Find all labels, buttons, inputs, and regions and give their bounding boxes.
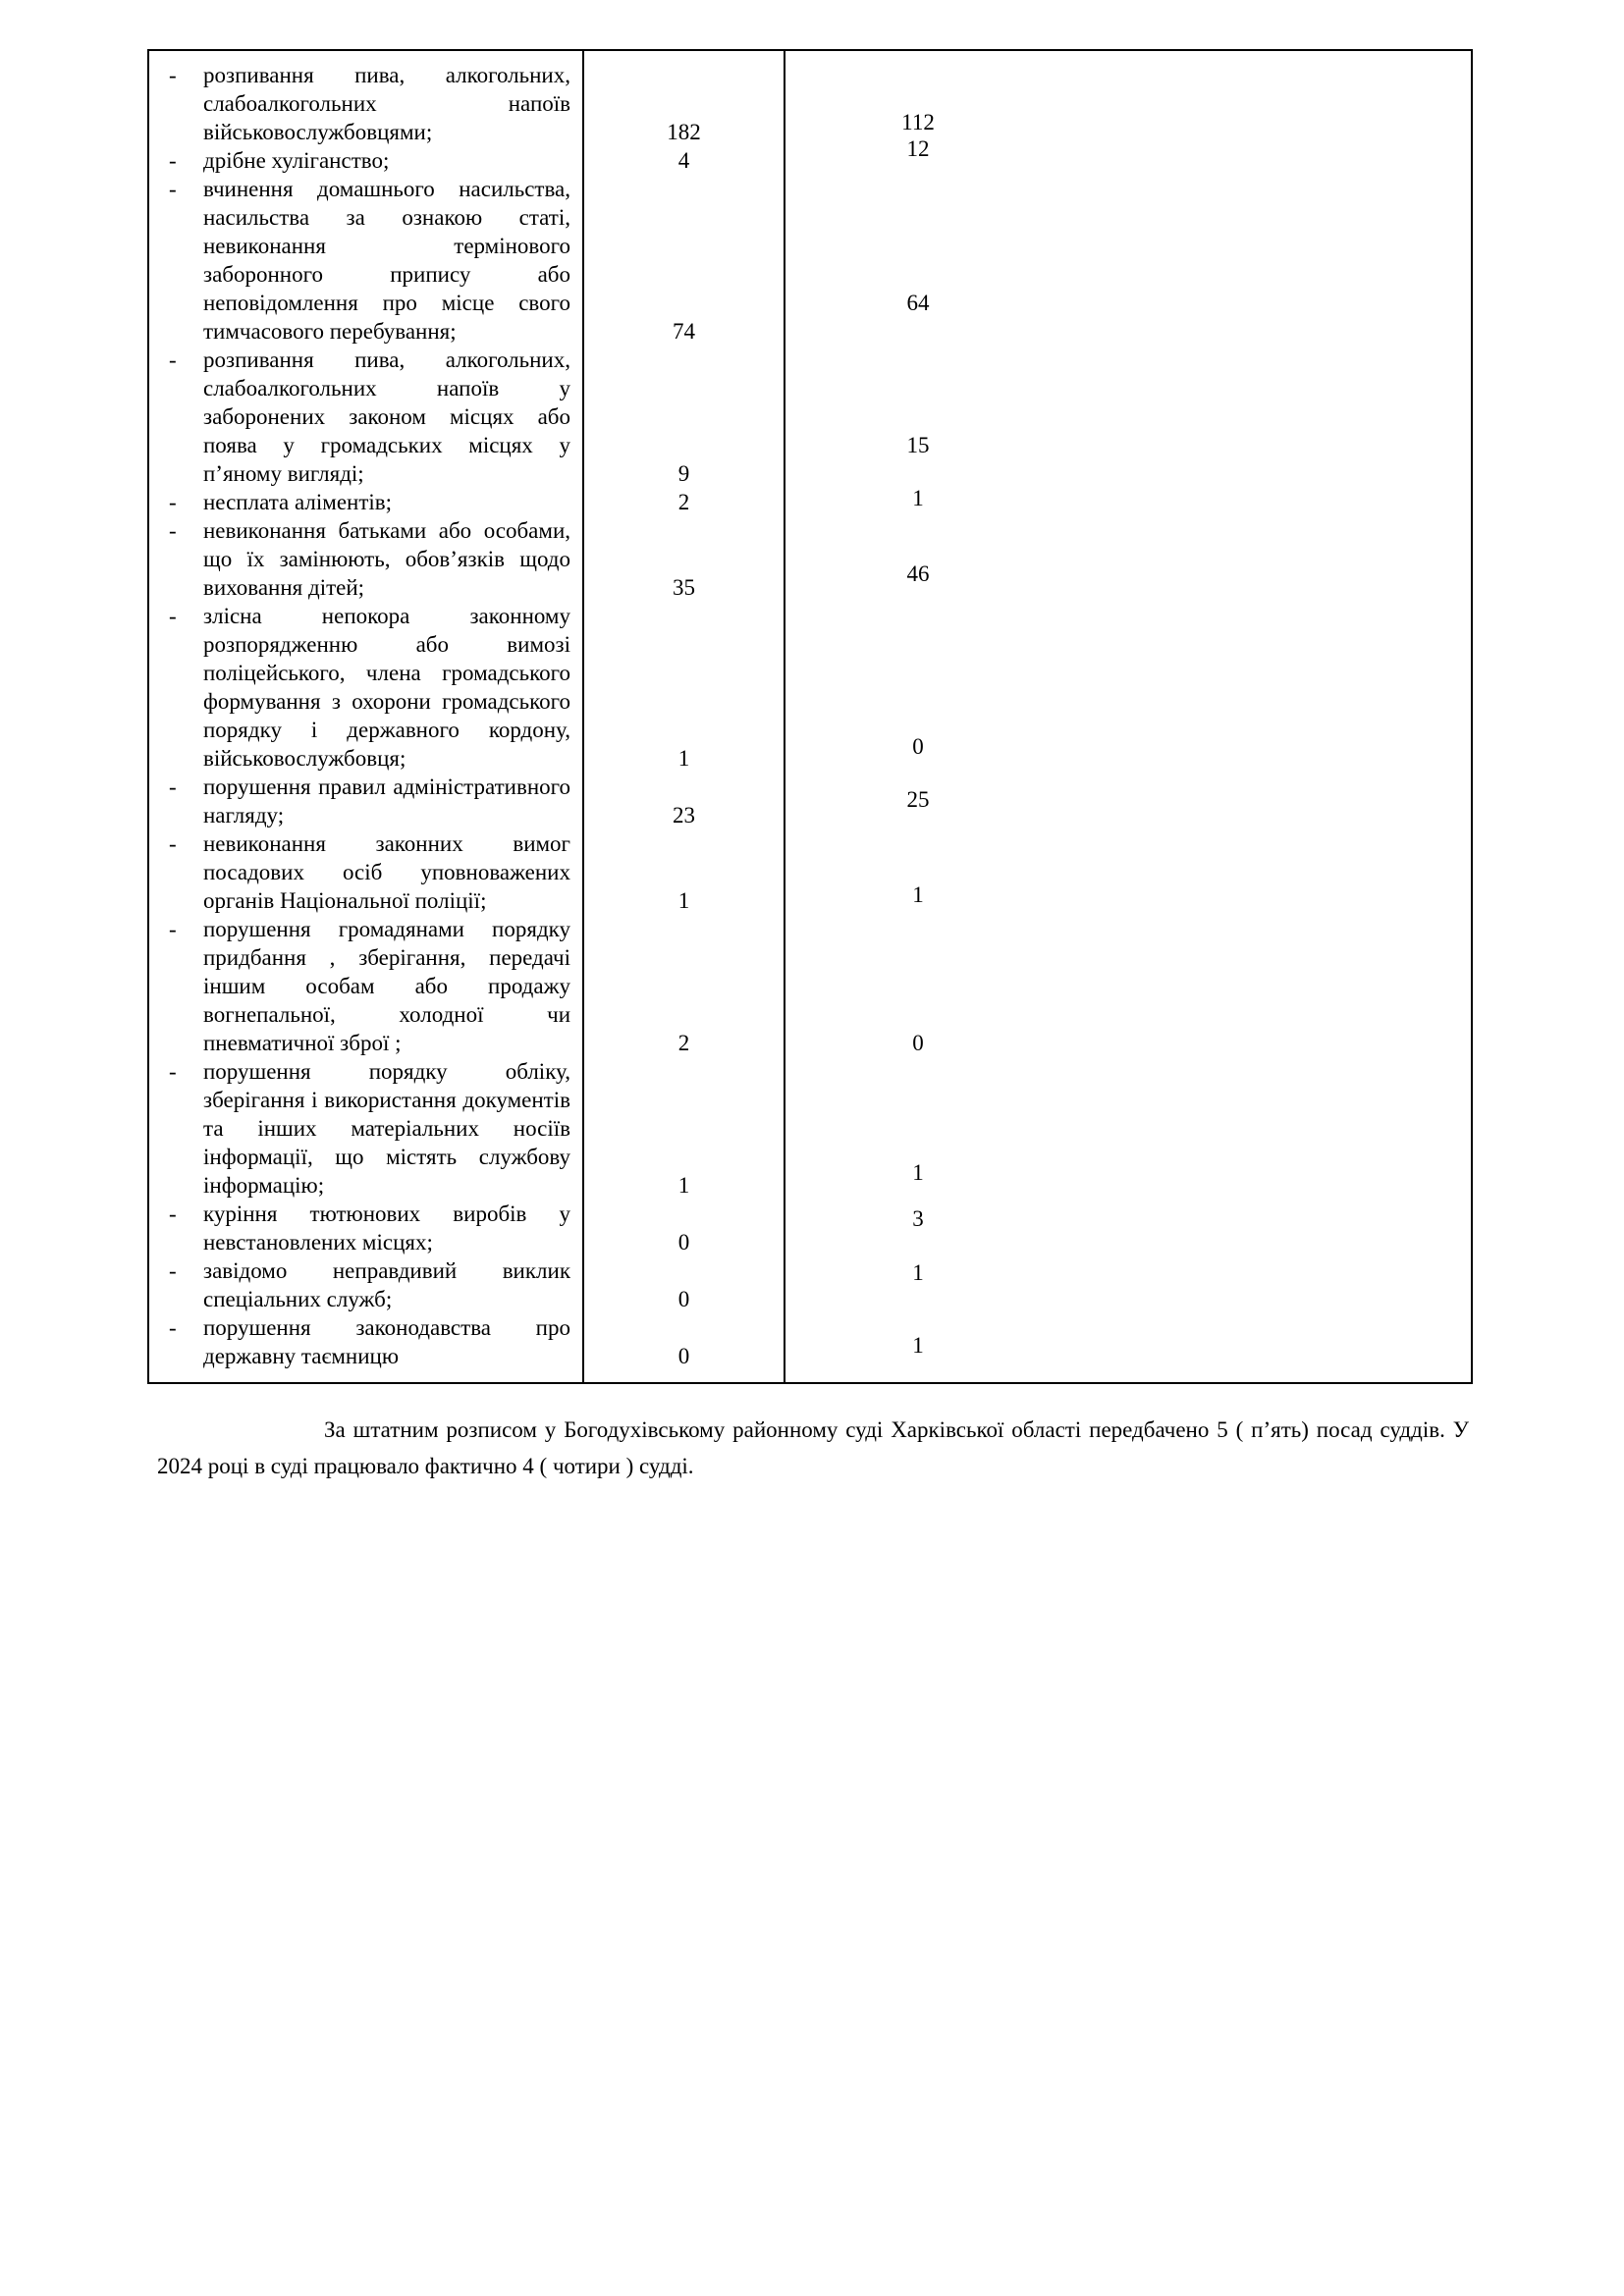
dash-bullet: - <box>169 774 177 799</box>
dash-bullet: - <box>169 604 177 628</box>
count-col2: 3 <box>912 1206 924 1231</box>
count-col1: 9 <box>677 461 690 486</box>
count-col2-cell <box>785 175 1471 346</box>
table-row <box>149 346 1471 488</box>
count-col1: 1 <box>677 746 690 771</box>
count-col1: 0 <box>677 1230 690 1255</box>
offense-text: порушення громадянами порядку придбання , зберігання, передачі іншим особам або продажу вогнепальної, холодної чи пневматичної зброї ; <box>203 917 570 1055</box>
offense-text-cell <box>149 829 584 915</box>
dash-bullet: - <box>169 490 177 514</box>
count-col2-cell <box>785 773 1471 829</box>
count-col1: 2 <box>677 490 690 514</box>
offense-text-cell <box>149 602 584 773</box>
closing-paragraph: За штатним розписом у Богодухівському районному суді Харківської області передбачено 5 ( п’ять) посад суддів. У 2024 році в суді працювало фактично 4 ( чотири ) судді. <box>157 1417 1469 1478</box>
count-col1-cell <box>584 915 785 1057</box>
count-col2-cell <box>785 346 1471 488</box>
count-col2: 25 <box>906 787 930 812</box>
count-col2-cell <box>785 488 1471 516</box>
count-col2: 46 <box>906 561 930 586</box>
count-col2: 0 <box>912 734 924 759</box>
count-col2-cell <box>785 516 1471 602</box>
count-col2-cell <box>785 1200 1471 1256</box>
offense-text-cell <box>149 346 584 488</box>
offense-text-cell <box>149 915 584 1057</box>
table-row <box>149 829 1471 915</box>
dash-bullet: - <box>169 1315 177 1340</box>
dash-bullet: - <box>169 347 177 372</box>
count-col2-cell <box>785 136 1471 175</box>
dash-bullet: - <box>169 917 177 941</box>
count-col1-cell <box>584 488 785 516</box>
count-col1-cell <box>584 51 785 146</box>
offense-text-cell <box>149 175 584 346</box>
offense-text-cell <box>149 1200 584 1256</box>
count-col1: 1 <box>677 1173 690 1198</box>
offense-text: куріння тютюнових виробів у невстановлених місцях; <box>203 1201 570 1255</box>
count-col1-cell <box>584 516 785 602</box>
count-col2-cell <box>785 1057 1471 1200</box>
offense-text-cell <box>149 773 584 829</box>
table-row <box>149 773 1471 829</box>
count-col1-cell <box>584 146 785 175</box>
offense-table <box>147 49 1473 1384</box>
count-col1: 2 <box>677 1031 690 1055</box>
page-content <box>147 49 1473 1484</box>
offense-text-cell <box>149 146 584 175</box>
offense-text: порушення порядку обліку, зберігання і використання документів та інших матеріальних носіїв інформації, що містять службову інформацію; <box>203 1059 570 1198</box>
count-col1: 74 <box>673 319 695 344</box>
count-col2: 1 <box>912 1260 924 1285</box>
count-col1: 1 <box>677 888 690 913</box>
count-col2: 12 <box>906 136 930 161</box>
dash-bullet: - <box>169 63 177 87</box>
count-col1-cell <box>584 773 785 829</box>
table-row <box>149 1200 1471 1256</box>
offense-text-cell <box>149 1256 584 1313</box>
table-row <box>149 1313 1471 1382</box>
count-col2-cell <box>785 915 1471 1057</box>
count-col2: 1 <box>912 486 924 510</box>
count-col2-cell <box>785 829 1471 915</box>
count-col2: 1 <box>912 882 924 907</box>
offense-text-cell <box>149 1057 584 1200</box>
count-col1-cell <box>584 1313 785 1382</box>
table-row <box>149 51 1471 146</box>
count-col1-cell <box>584 829 785 915</box>
count-col1: 182 <box>667 120 701 144</box>
dash-bullet: - <box>169 1258 177 1283</box>
offense-text: невиконання батьками або особами, що їх замінюють, обов’язків щодо виховання дітей; <box>203 518 570 600</box>
count-col1-cell <box>584 602 785 773</box>
count-col2: 15 <box>906 433 930 457</box>
count-col1-cell <box>584 1057 785 1200</box>
count-col2-cell <box>785 51 1471 146</box>
dash-bullet: - <box>169 831 177 856</box>
count-col1-cell <box>584 346 785 488</box>
offense-text-cell <box>149 51 584 146</box>
count-col1-cell <box>584 1256 785 1313</box>
count-col1: 23 <box>673 803 695 828</box>
offense-text: дрібне хуліганство; <box>203 148 390 173</box>
count-col2: 112 <box>901 110 935 134</box>
offense-text: вчинення домашнього насильства, насильства за ознакою статі, невиконання термінового заборонного припису або неповідомлення про місце свого тимчасового перебування; <box>203 177 570 344</box>
dash-bullet: - <box>169 1201 177 1226</box>
count-col1: 4 <box>677 148 690 173</box>
offense-text: невиконання законних вимог посадових осіб уповноважених органів Національної поліції; <box>203 831 570 913</box>
count-col2: 1 <box>912 1160 924 1185</box>
offense-text: порушення правил адміністративного нагляду; <box>203 774 570 828</box>
table-row <box>149 488 1471 516</box>
count-col2: 64 <box>906 291 930 315</box>
offense-text-cell <box>149 488 584 516</box>
table-row <box>149 516 1471 602</box>
dash-bullet: - <box>169 1059 177 1084</box>
count-col2-cell <box>785 602 1471 773</box>
offense-text: розпивання пива, алкогольних, слабоалкогольних напоїв військовослужбовцями; <box>203 63 570 144</box>
dash-bullet: - <box>169 148 177 173</box>
count-col2: 1 <box>912 1333 924 1358</box>
table-row <box>149 175 1471 346</box>
count-col1-cell <box>584 175 785 346</box>
count-col2-cell <box>785 1256 1471 1313</box>
offense-text-cell <box>149 1313 584 1382</box>
table-row <box>149 1057 1471 1200</box>
offense-text: розпивання пива, алкогольних, слабоалкогольних напоїв у заборонених законом місцях або поява у громадських місцях у п’яному вигляді; <box>203 347 570 486</box>
dash-bullet: - <box>169 518 177 543</box>
dash-bullet: - <box>169 177 177 201</box>
table-row <box>149 1256 1471 1313</box>
offense-text: несплата аліментів; <box>203 490 393 514</box>
count-col1: 0 <box>677 1344 690 1368</box>
table-row <box>149 602 1471 773</box>
table-row <box>149 136 1471 175</box>
count-col1: 35 <box>673 575 695 600</box>
count-col1-cell <box>584 1200 785 1256</box>
count-col2: 0 <box>912 1031 924 1055</box>
table-row <box>149 915 1471 1057</box>
offense-text-cell <box>149 516 584 602</box>
offense-text: порушення законодавства про державну таємницю <box>203 1315 570 1368</box>
count-col2-cell <box>785 1313 1471 1382</box>
offense-text: злісна непокора законному розпорядженню або вимозі поліцейського, члена громадського формування з охорони громадського порядку і державного кордону, військовослужбовця; <box>203 604 570 771</box>
count-col1: 0 <box>677 1287 690 1311</box>
offense-text: завідомо неправдивий виклик спеціальних служб; <box>203 1258 570 1311</box>
